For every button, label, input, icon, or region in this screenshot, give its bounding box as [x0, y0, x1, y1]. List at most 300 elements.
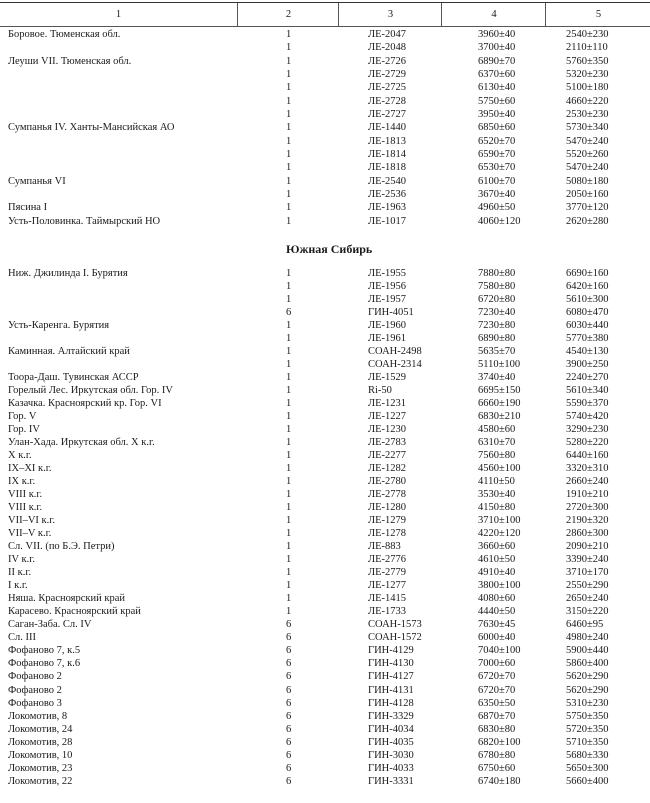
calibrated-age: 3320±310 — [566, 463, 609, 475]
radiocarbon-age: 6720±80 — [478, 294, 516, 306]
lab-code: ГИН-4034 — [368, 723, 414, 735]
site-name: Саган-Заба. Сл. IV — [8, 619, 92, 631]
radiocarbon-age: 6660±190 — [478, 398, 521, 410]
column-2-value: 1 — [286, 320, 292, 332]
column-2-value: 1 — [286, 346, 292, 358]
calibrated-age: 5680±330 — [566, 749, 609, 761]
column-2-value: 6 — [286, 632, 292, 644]
calibrated-age: 1910±210 — [566, 489, 609, 501]
lab-code: ЛЕ-1017 — [368, 215, 407, 227]
radiocarbon-age: 6520±70 — [478, 135, 516, 147]
radiocarbon-age: 3700±40 — [478, 42, 516, 54]
calibrated-age: 5470±240 — [566, 135, 609, 147]
radiocarbon-age: 6350±50 — [478, 697, 516, 709]
table-row — [0, 723, 650, 736]
lab-code: ЛЕ-2783 — [368, 437, 407, 449]
column-2-value: 1 — [286, 29, 292, 40]
radiocarbon-age: 6850±60 — [478, 122, 516, 134]
radiocarbon-age: 6890±70 — [478, 55, 516, 67]
radiocarbon-age: 6830±80 — [478, 723, 516, 735]
site-name: IX–XI к.г. — [8, 463, 52, 475]
column-2-value: 6 — [286, 619, 292, 631]
radiocarbon-age: 4560±100 — [478, 463, 521, 475]
table-row — [0, 592, 650, 605]
calibrated-age: 4980±240 — [566, 632, 609, 644]
column-2-value: 6 — [286, 307, 292, 319]
lab-code: ЛЕ-1282 — [368, 463, 407, 475]
table-row — [0, 501, 650, 514]
table-row — [0, 762, 650, 775]
radiocarbon-age: 6870±70 — [478, 710, 516, 722]
lab-code: ЛЕ-1956 — [368, 281, 407, 293]
radiocarbon-age: 7230±80 — [478, 320, 516, 332]
column-2-value: 1 — [286, 42, 292, 54]
lab-code: ЛЕ-2778 — [368, 489, 407, 501]
table-row — [0, 410, 650, 423]
table-row — [0, 384, 650, 397]
calibrated-age: 5900±440 — [566, 645, 609, 657]
lab-code: ГИН-4131 — [368, 684, 414, 696]
table-row — [0, 306, 650, 319]
table-row — [0, 449, 650, 462]
radiocarbon-age: 6310±70 — [478, 437, 516, 449]
table-row — [0, 618, 650, 631]
table-row — [0, 55, 650, 68]
table-row — [0, 41, 650, 54]
calibrated-age: 5590±370 — [566, 398, 609, 410]
radiocarbon-age: 7230±40 — [478, 307, 516, 319]
calibrated-age: 5280±220 — [566, 437, 609, 449]
column-2-value: 6 — [286, 762, 292, 774]
site-name: Локомотив, 24 — [8, 723, 73, 735]
site-name: Фофаново 3 — [8, 697, 62, 709]
site-name: VII–VI к.г. — [8, 515, 56, 527]
calibrated-age: 5620±290 — [566, 684, 609, 696]
radiocarbon-age: 6695±150 — [478, 385, 521, 397]
column-2-value: 1 — [286, 82, 292, 94]
table-row — [0, 462, 650, 475]
column-2-value: 1 — [286, 554, 292, 566]
calibrated-age: 5770±380 — [566, 333, 609, 345]
calibrated-age: 5080±180 — [566, 175, 609, 187]
lab-code: ЛЕ-2540 — [368, 175, 407, 187]
column-header-5: 5 — [545, 3, 650, 26]
table-row — [0, 148, 650, 161]
radiocarbon-age: 4110±50 — [478, 476, 515, 488]
table-row — [0, 684, 650, 697]
table-row — [0, 475, 650, 488]
table-row — [0, 775, 650, 788]
table-row — [0, 710, 650, 723]
table-row — [0, 749, 650, 762]
column-2-value: 6 — [286, 723, 292, 735]
site-name: X к.г. — [8, 450, 32, 462]
calibrated-age: 4540±130 — [566, 346, 609, 358]
lab-code: ЛЕ-1278 — [368, 528, 407, 540]
site-name: VIII к.г. — [8, 489, 43, 501]
table-row — [0, 436, 650, 449]
table-row — [0, 397, 650, 410]
column-2-value: 1 — [286, 567, 292, 579]
radiocarbon-age: 6720±70 — [478, 671, 516, 683]
column-2-value: 1 — [286, 122, 292, 134]
column-2-value: 1 — [286, 502, 292, 514]
calibrated-age: 6420±160 — [566, 281, 609, 293]
calibrated-age: 5100±180 — [566, 82, 609, 94]
radiocarbon-age: 4580±60 — [478, 424, 516, 436]
calibrated-age: 6690±160 — [566, 268, 609, 279]
column-2-value: 1 — [286, 593, 292, 605]
column-2-value: 6 — [286, 658, 292, 670]
site-name: IV к.г. — [8, 554, 35, 566]
column-header-3: 3 — [338, 3, 442, 26]
table-row — [0, 553, 650, 566]
column-2-value: 1 — [286, 372, 292, 384]
lab-code: ГИН-4129 — [368, 645, 414, 657]
column-2-value: 1 — [286, 95, 292, 107]
column-header-1: 1 — [115, 9, 122, 20]
lab-code: ЛЕ-1280 — [368, 502, 407, 514]
calibrated-age: 2050±160 — [566, 189, 609, 201]
table-row — [0, 81, 650, 94]
table-row — [0, 95, 650, 108]
calibrated-age: 6080±470 — [566, 307, 609, 319]
lab-code: СОАН-2314 — [368, 359, 422, 371]
table-row — [0, 540, 650, 553]
column-2-value: 1 — [286, 69, 292, 81]
column-2-value: 6 — [286, 684, 292, 696]
column-2-value: 1 — [286, 135, 292, 147]
lab-code: ЛЕ-1415 — [368, 593, 407, 605]
radiocarbon-age: 4060±120 — [478, 215, 521, 227]
calibrated-age: 5610±300 — [566, 294, 609, 306]
lab-code: ЛЕ-2726 — [368, 55, 407, 67]
site-name: Пясина I — [8, 202, 48, 214]
column-2-value: 6 — [286, 671, 292, 683]
calibrated-age: 2550±290 — [566, 580, 609, 592]
site-name: VIII к.г. — [8, 502, 43, 514]
table-row — [0, 108, 650, 121]
radiocarbon-age: 5635±70 — [478, 346, 516, 358]
calibrated-age: 4660±220 — [566, 95, 609, 107]
column-2-value: 6 — [286, 645, 292, 657]
column-2-value: 6 — [286, 736, 292, 748]
radiocarbon-age: 3660±60 — [478, 541, 516, 553]
lab-code: ЛЕ-883 — [368, 541, 401, 553]
site-name: Локомотив, 28 — [8, 736, 73, 748]
radiocarbon-age: 7560±80 — [478, 450, 516, 462]
radiocarbon-age: 4910±40 — [478, 567, 516, 579]
site-name: Сл. VII. (по Б.Э. Петри) — [8, 541, 115, 553]
radiocarbon-age: 3960±40 — [478, 29, 516, 40]
radiocarbon-age: 6130±40 — [478, 82, 516, 94]
lab-code: ЛЕ-2728 — [368, 95, 407, 107]
lab-code: ЛЕ-2780 — [368, 476, 407, 488]
column-2-value: 6 — [286, 710, 292, 722]
column-2-value: 1 — [286, 359, 292, 371]
site-name: Фофаново 7, к.5 — [8, 645, 81, 657]
column-2-value: 1 — [286, 294, 292, 306]
table-row — [0, 657, 650, 670]
radiocarbon-age: 4610±50 — [478, 554, 516, 566]
table-row — [0, 579, 650, 592]
column-2-value: 1 — [286, 202, 292, 214]
table-row — [0, 28, 650, 41]
column-2-value: 1 — [286, 281, 292, 293]
radiocarbon-age: 6530±70 — [478, 162, 516, 174]
calibrated-age: 5750±350 — [566, 710, 609, 722]
lab-code: СОАН-2498 — [368, 346, 422, 358]
radiocarbon-age: 5750±60 — [478, 95, 516, 107]
table-header — [0, 2, 650, 27]
calibrated-age: 2240±270 — [566, 372, 609, 384]
column-2-value: 6 — [286, 749, 292, 761]
column-2-value: 1 — [286, 437, 292, 449]
radiocarbon-age: 6000±40 — [478, 632, 516, 644]
column-2-value: 1 — [286, 463, 292, 475]
radiocarbon-age: 6590±70 — [478, 149, 516, 161]
site-name: Усть-Половинка. Таймырский НО — [8, 215, 161, 227]
lab-code: ЛЕ-1813 — [368, 135, 407, 147]
radiocarbon-age: 4960±50 — [478, 202, 516, 214]
site-name: Няша. Красноярский край — [8, 593, 125, 605]
site-name: Локомотив, 22 — [8, 775, 73, 787]
calibrated-age: 2530±230 — [566, 109, 609, 121]
radiocarbon-age: 6100±70 — [478, 175, 516, 187]
calibrated-age: 3710±170 — [566, 567, 609, 579]
column-2-value: 1 — [286, 189, 292, 201]
column-2-value: 1 — [286, 476, 292, 488]
table-row — [0, 345, 650, 358]
site-name: Сл. III — [8, 632, 36, 644]
lab-code: ГИН-4130 — [368, 658, 414, 670]
lab-code: ЛЕ-2047 — [368, 29, 407, 40]
calibrated-age: 5760±350 — [566, 55, 609, 67]
table-row — [0, 527, 650, 540]
site-name: Казачка. Красноярский кр. Гор. VI — [8, 398, 162, 410]
table-row — [0, 488, 650, 501]
radiocarbon-age: 6780±80 — [478, 749, 516, 761]
calibrated-age: 2720±300 — [566, 502, 609, 514]
lab-code: ЛЕ-1231 — [368, 398, 407, 410]
lab-code: ЛЕ-2779 — [368, 567, 407, 579]
site-name: Фофаново 2 — [8, 671, 62, 683]
column-2-value: 1 — [286, 411, 292, 423]
radiocarbon-age: 4080±60 — [478, 593, 516, 605]
site-name: Гор. V — [8, 411, 37, 423]
site-name: Каминная. Алтайский край — [8, 346, 130, 358]
site-name: Боровое. Тюменская обл. — [8, 29, 121, 40]
lab-code: ГИН-3331 — [368, 775, 414, 787]
site-name: Карасево. Красноярский край — [8, 606, 141, 618]
site-name: Усть-Каренга. Бурятия — [8, 320, 110, 332]
lab-code: Ri-50 — [368, 385, 392, 397]
lab-code: ЛЕ-1230 — [368, 424, 407, 436]
calibrated-age: 2660±240 — [566, 476, 609, 488]
table-row — [0, 293, 650, 306]
calibrated-age: 5470±240 — [566, 162, 609, 174]
calibrated-age: 2650±240 — [566, 593, 609, 605]
table-row — [0, 267, 650, 280]
column-header-2: 2 — [237, 3, 339, 26]
calibrated-age: 2190±320 — [566, 515, 609, 527]
lab-code: ЛЕ-1814 — [368, 149, 407, 161]
site-name: Тоора-Даш. Тувинская АССР — [8, 372, 139, 384]
site-name: Сумпанья IV. Ханты-Мансийская АО — [8, 122, 175, 134]
radiocarbon-age: 3670±40 — [478, 189, 516, 201]
site-name: IX к.г. — [8, 476, 36, 488]
calibrated-age: 3390±240 — [566, 554, 609, 566]
column-2-value: 6 — [286, 697, 292, 709]
radiocarbon-age: 3950±40 — [478, 109, 516, 121]
column-2-value: 1 — [286, 215, 292, 227]
site-name: Улан-Хада. Иркутская обл. X к.г. — [8, 437, 155, 449]
calibrated-age: 5730±340 — [566, 122, 609, 134]
table-row — [0, 161, 650, 174]
column-2-value: 1 — [286, 398, 292, 410]
table-row — [0, 423, 650, 436]
table-row — [0, 319, 650, 332]
table-row — [0, 175, 650, 188]
radiocarbon-age: 6830±210 — [478, 411, 521, 423]
calibrated-age: 5310±230 — [566, 697, 609, 709]
lab-code: ЛЕ-2536 — [368, 189, 407, 201]
lab-code: ЛЕ-1529 — [368, 372, 407, 384]
table-row — [0, 514, 650, 527]
column-2-value: 1 — [286, 149, 292, 161]
site-name: Сумпанья VI — [8, 175, 66, 187]
table-row — [0, 121, 650, 134]
radiocarbon-age: 3800±100 — [478, 580, 521, 592]
lab-code: ЛЕ-1440 — [368, 122, 407, 134]
column-2-value: 6 — [286, 775, 292, 787]
column-2-value: 1 — [286, 450, 292, 462]
lab-code: ЛЕ-1279 — [368, 515, 407, 527]
calibrated-age: 6030±440 — [566, 320, 609, 332]
column-2-value: 1 — [286, 424, 292, 436]
column-2-value: 1 — [286, 606, 292, 618]
calibrated-age: 5660±400 — [566, 775, 609, 787]
column-2-value: 1 — [286, 175, 292, 187]
radiocarbon-age: 6740±180 — [478, 775, 521, 787]
calibrated-age: 5650±300 — [566, 762, 609, 774]
radiocarbon-age: 7630±45 — [478, 619, 516, 631]
lab-code: ГИН-4051 — [368, 307, 414, 319]
calibrated-age: 2090±210 — [566, 541, 609, 553]
lab-code: ЛЕ-2727 — [368, 109, 407, 121]
column-2-value: 1 — [286, 580, 292, 592]
lab-code: ЛЕ-1818 — [368, 162, 407, 174]
lab-code: ЛЕ-1957 — [368, 294, 407, 306]
calibrated-age: 2110±110 — [566, 42, 608, 54]
lab-code: ЛЕ-1960 — [368, 320, 407, 332]
site-name: Ниж. Джилинда I. Бурятия — [8, 268, 128, 279]
radiocarbon-age: 6370±60 — [478, 69, 516, 81]
calibrated-age: 5710±350 — [566, 736, 609, 748]
site-name: Локомотив, 8 — [8, 710, 68, 722]
site-name: VII–V к.г. — [8, 528, 52, 540]
table-row — [0, 736, 650, 749]
table-row — [0, 135, 650, 148]
calibrated-age: 3290±230 — [566, 424, 609, 436]
calibrated-age: 5610±340 — [566, 385, 609, 397]
section-heading: Южная Сибирь — [286, 242, 373, 256]
radiocarbon-age: 3530±40 — [478, 489, 516, 501]
table-body-north — [0, 28, 650, 228]
calibrated-age: 2860±300 — [566, 528, 609, 540]
lab-code: ЛЕ-2048 — [368, 42, 407, 54]
lab-code: ЛЕ-1961 — [368, 333, 407, 345]
radiocarbon-age: 5110±100 — [478, 359, 521, 371]
column-2-value: 1 — [286, 55, 292, 67]
radiocarbon-age: 7040±100 — [478, 645, 521, 657]
radiocarbon-age: 4220±120 — [478, 528, 521, 540]
column-2-value: 1 — [286, 162, 292, 174]
column-2-value: 1 — [286, 385, 292, 397]
lab-code: ГИН-4035 — [368, 736, 414, 748]
radiocarbon-age: 7880±80 — [478, 268, 516, 279]
table-body-south — [0, 267, 650, 788]
lab-code: СОАН-1573 — [368, 619, 422, 631]
table-row — [0, 697, 650, 710]
site-name: II к.г. — [8, 567, 32, 579]
calibrated-age: 6460±95 — [566, 619, 604, 631]
table-row — [0, 605, 650, 618]
calibrated-age: 3770±120 — [566, 202, 609, 214]
calibrated-age: 2620±280 — [566, 215, 609, 227]
lab-code: ЛЕ-1227 — [368, 411, 407, 423]
lab-code: ЛЕ-1955 — [368, 268, 407, 279]
column-2-value: 1 — [286, 268, 292, 279]
lab-code: ЛЕ-2725 — [368, 82, 407, 94]
lab-code: ГИН-4033 — [368, 762, 414, 774]
lab-code: ГИН-3030 — [368, 749, 414, 761]
calibrated-age: 3900±250 — [566, 359, 609, 371]
lab-code: СОАН-1572 — [368, 632, 422, 644]
table-row — [0, 358, 650, 371]
calibrated-age: 5320±230 — [566, 69, 609, 81]
calibrated-age: 5720±350 — [566, 723, 609, 735]
radiocarbon-age: 3740±40 — [478, 372, 516, 384]
calibrated-age: 2540±230 — [566, 29, 609, 40]
column-2-value: 1 — [286, 489, 292, 501]
table-row — [0, 566, 650, 579]
radiocarbon-age: 4150±80 — [478, 502, 516, 514]
lab-code: ЛЕ-1733 — [368, 606, 407, 618]
column-2-value: 1 — [286, 109, 292, 121]
lab-code: ЛЕ-1963 — [368, 202, 407, 214]
lab-code: ЛЕ-2277 — [368, 450, 407, 462]
column-2-value: 1 — [286, 333, 292, 345]
table-row — [0, 188, 650, 201]
lab-code: ЛЕ-2776 — [368, 554, 407, 566]
column-2-value: 1 — [286, 541, 292, 553]
radiocarbon-age: 4440±50 — [478, 606, 516, 618]
lab-code: ГИН-4128 — [368, 697, 414, 709]
calibrated-age: 6440±160 — [566, 450, 609, 462]
table-row — [0, 280, 650, 293]
radiocarbon-age: 6750±60 — [478, 762, 516, 774]
radiocarbon-age: 6890±80 — [478, 333, 516, 345]
calibrated-age: 5740±420 — [566, 411, 609, 423]
radiocarbon-age: 7000±60 — [478, 658, 516, 670]
table-row — [0, 371, 650, 384]
lab-code: ЛЕ-1277 — [368, 580, 407, 592]
lab-code: ЛЕ-2729 — [368, 69, 407, 81]
site-name: Леуши VII. Тюменская обл. — [8, 55, 132, 67]
table-row — [0, 201, 650, 214]
column-2-value: 1 — [286, 515, 292, 527]
